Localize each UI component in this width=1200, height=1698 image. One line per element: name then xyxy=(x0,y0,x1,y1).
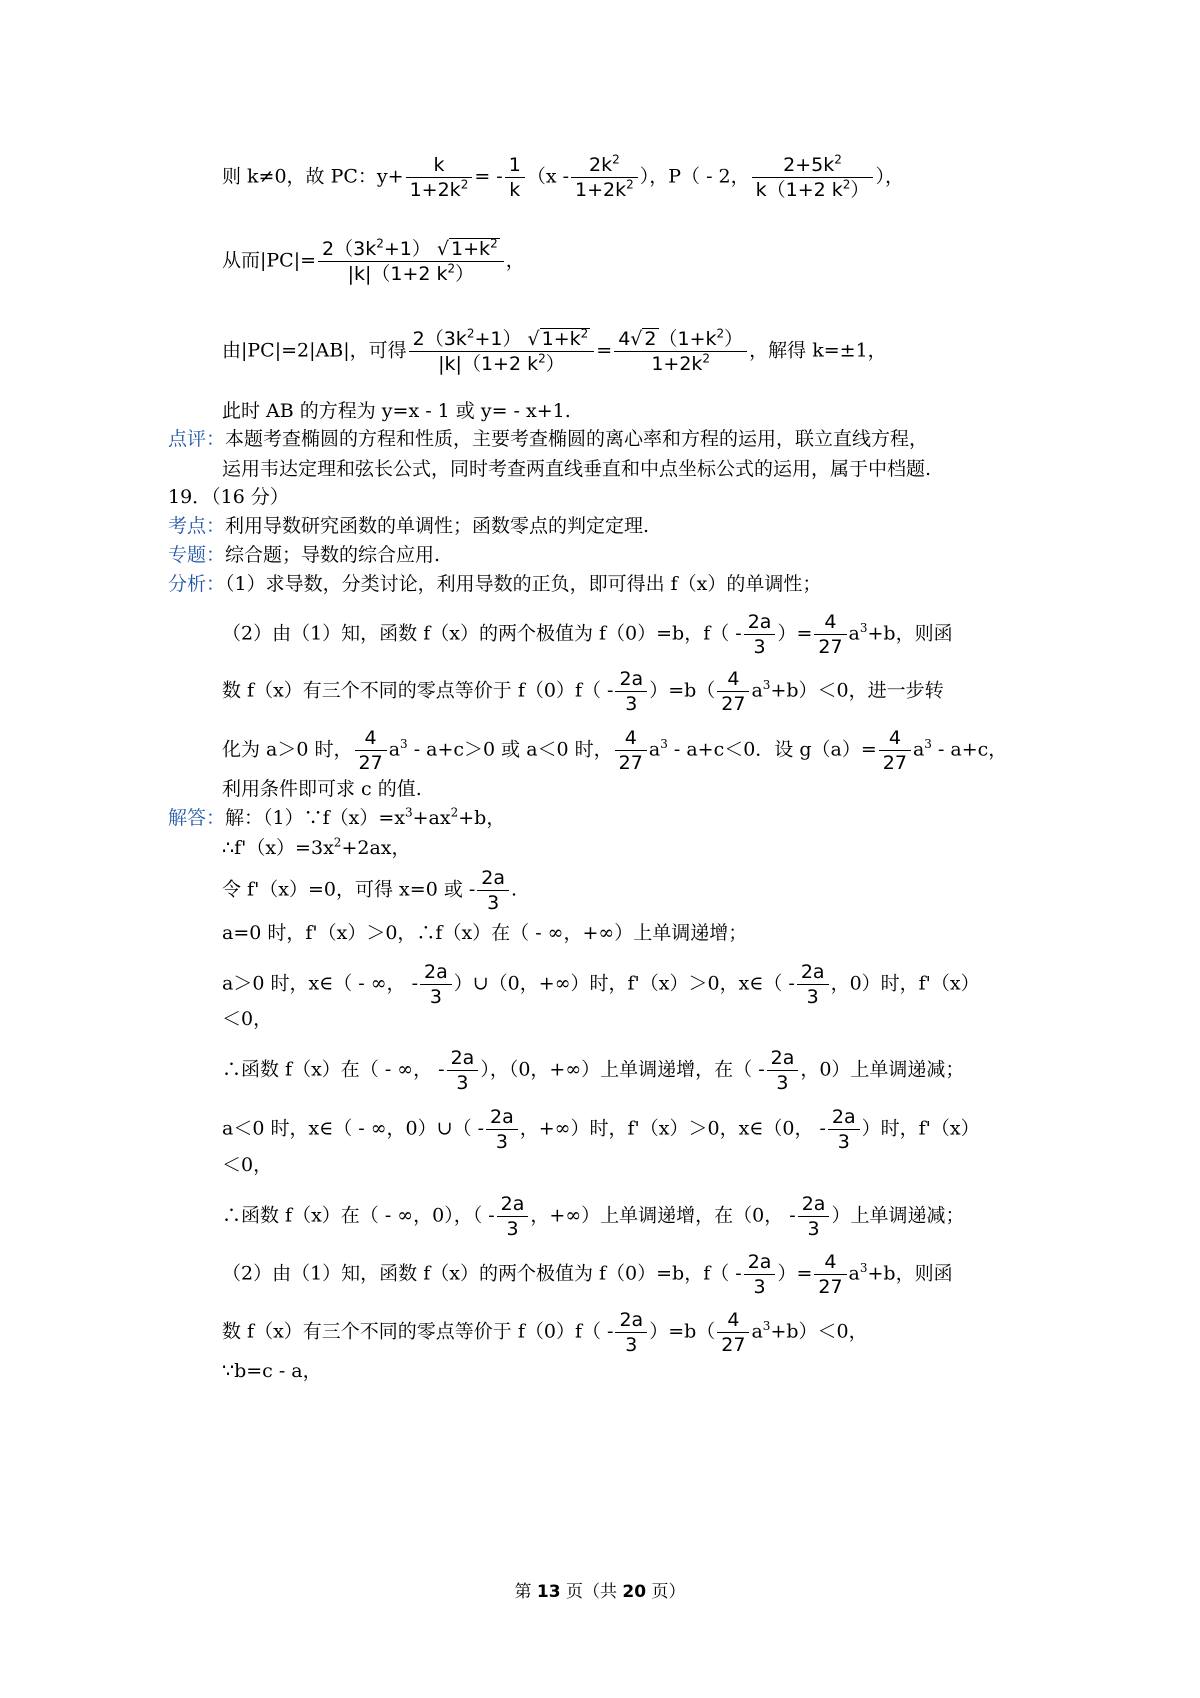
denominator: k（1+2 $k^2$） xyxy=(755,177,870,201)
fraction: $\frac{2a}{3}$ xyxy=(497,1192,529,1241)
fenxi-line-1 xyxy=(168,571,821,597)
comment-line-2: 运用韦达定理和弦长公式，同时考查两直线垂直和中点坐标公式的运用，属于中档题. xyxy=(222,458,932,480)
fenxi-line-5: 利用条件即可求 c 的值. xyxy=(222,778,422,800)
fraction: $\frac{2a}{3}$ xyxy=(420,960,452,1009)
fraction: $\frac{2a}{3}$ xyxy=(486,1105,518,1154)
comment-line-1 xyxy=(168,426,928,452)
eq-line-pc xyxy=(222,153,904,202)
comment-label: 点评： xyxy=(168,428,226,450)
kaodian-line xyxy=(168,513,649,539)
fraction: $\frac{2a}{3}$ xyxy=(477,866,509,915)
jieda-line-11: （2）由（1）知，函数 f（x）的两个极值为 f（0）=b，f（ - $\frac{2a}{3}$ ）= $\frac{4}{27}$ $a^3+b$，则函 xyxy=(222,1251,953,1298)
fenxi-line-3: 数 f（x）有三个不同的零点等价于 f（0）f（ - $\frac{2a}{3}$ ）=b（ $\frac{4}{27}$ $a^3+b)<0$，进一步转 xyxy=(222,668,944,715)
fraction xyxy=(505,153,525,202)
fraction xyxy=(318,237,504,286)
fraction: $\frac{4}{27}$ xyxy=(814,610,846,659)
sqrt: 2 xyxy=(644,328,657,350)
zhuanti-line xyxy=(168,542,440,568)
fraction xyxy=(406,153,473,202)
sqrt: $1+k^2$ xyxy=(451,236,498,260)
sqrt: $1+k^2$ xyxy=(541,326,589,350)
text: （1）求导数，分类讨论，利用导数的正负，即可得出 f（x）的单调性； xyxy=(225,573,822,595)
jieda-label: 解答： xyxy=(168,807,226,829)
text: 从而|PC|= xyxy=(222,249,317,272)
jieda-line-1: 解答：解：$(1)\because f(x)=x^3+ax^2+b$， xyxy=(168,805,506,829)
jieda-line-8: a＜0 时，x∈（ - ∞，0）∪（ - $\frac{2a}{3}$ ，+∞）时，f'（x）＞0，x∈（0， - $\frac{2a}{3}$ ）时，f'（x） xyxy=(222,1106,980,1153)
numerator: $2k^2$ xyxy=(571,153,638,178)
text: 由|PC|=2|AB|，可得 xyxy=(222,339,407,362)
jieda-line-3: 令 f'（x）=0，可得 x=0 或 - $\frac{2a}{3}$ . xyxy=(222,867,518,914)
numerator: $2(3k^2+1)$ √ $1+k^2$ xyxy=(409,327,595,352)
fraction: $\frac{2a}{3}$ xyxy=(797,960,829,1009)
fraction xyxy=(752,153,874,202)
text: （x - xyxy=(526,165,569,188)
fenxi-line-2: （2）由（1）知，函数 f（x）的两个极值为 f（0）=b，f（ - $\frac{2a}{3}$ ）= $\frac{4}{27}$ $a^3+b$，则函 xyxy=(222,611,953,658)
fraction: $\frac{4}{27}$ xyxy=(879,726,911,775)
fraction: $\frac{2a}{3}$ xyxy=(744,1250,776,1299)
text: ，解得 k=±1， xyxy=(749,339,887,362)
denominator: |k|（1+2 $k^2$） xyxy=(438,351,565,375)
fraction xyxy=(571,153,638,202)
jieda-line-2: $\therefore f'(x)=3x^2+2ax$， xyxy=(222,835,411,859)
jieda-line-4: a=0 时，f'（x）＞0，∴f（x）在（ - ∞，+∞）上单调递增； xyxy=(222,922,748,944)
denominator: $1+2k^2$ xyxy=(651,351,711,375)
fraction: $\frac{4}{27}$ xyxy=(717,667,749,716)
fraction: $\frac{2a}{3}$ xyxy=(615,667,647,716)
denominator: |k|（1+2 $k^2$） xyxy=(347,261,475,285)
jieda-line-12: 数 f（x）有三个不同的零点等价于 f（0）f（ - $\frac{2a}{3}$ ）=b（ $\frac{4}{27}$ $a^3+b)<0$， xyxy=(222,1309,868,1356)
jieda-line-10: ∴函数 f（x）在（ - ∞，0），（ - $\frac{2a}{3}$ ，+∞）上单调递增，在（0， - $\frac{2a}{3}$ ）上单调递减； xyxy=(222,1193,965,1240)
numerator: 4√ 2 $(1+k^2)$ xyxy=(614,327,747,352)
zhuanti-label: 专题： xyxy=(168,544,226,566)
text: 则 k≠0，故 PC：y+ xyxy=(222,165,404,188)
jieda-line-13: ∵b=c - a， xyxy=(222,1360,322,1382)
page-footer: 第 13 页（共 20 页） xyxy=(514,1582,686,1602)
question-19-heading: 19．（16 分） xyxy=(168,486,289,508)
text: ， xyxy=(505,249,525,272)
fraction: $\frac{2a}{3}$ xyxy=(828,1105,860,1154)
fenxi-line-4: 化为 a＞0 时， $\frac{4}{27}$ $a^3 - a+c>0$ 或 a＜0 时， $\frac{4}{27}$ $a^3 - a+c<0$．设 g（a）= $\frac{4}{27}$ $a^3 - a+c$， xyxy=(222,727,1008,774)
page-number: 13 xyxy=(536,1582,561,1602)
fraction xyxy=(614,327,747,376)
eq-line-abs-pc xyxy=(222,237,525,286)
kaodian-label: 考点： xyxy=(168,515,226,537)
fraction: $\frac{4}{27}$ xyxy=(355,726,387,775)
jieda-line-7: ∴函数 f（x）在（ - ∞， - $\frac{2a}{3}$ ），（0，+∞）上单调递增，在（ - $\frac{2a}{3}$ ，0）上单调递减； xyxy=(222,1047,965,1094)
fraction: $\frac{2a}{3}$ xyxy=(615,1308,647,1357)
denominator: k xyxy=(509,179,521,201)
text: ），P（ - 2， xyxy=(639,165,750,188)
text: 综合题；导数的综合应用. xyxy=(225,544,441,566)
fraction: $\frac{2a}{3}$ xyxy=(767,1046,799,1095)
jieda-line-5: a＞0 时，x∈（ - ∞， - $\frac{2a}{3}$ ）∪（0，+∞）时，f'（x）＞0，x∈（ - $\frac{2a}{3}$ ，0）时，f'（x） xyxy=(222,961,980,1008)
fraction: $\frac{2a}{3}$ xyxy=(798,1192,830,1241)
fraction xyxy=(409,327,595,376)
numerator: $2+5k^2$ xyxy=(752,153,874,178)
jieda-line-6: ＜0， xyxy=(222,1008,273,1030)
text: 本题考查椭圆的方程和性质，主要考查椭圆的离心率和方程的运用，联立直线方程， xyxy=(225,428,929,450)
numerator: k xyxy=(406,153,473,178)
text: ）， xyxy=(875,165,904,188)
denominator: $1+2k^2$ xyxy=(575,177,634,201)
text: 利用导数研究函数的单调性；函数零点的判定定理. xyxy=(225,515,650,537)
fraction: $\frac{2a}{3}$ xyxy=(447,1046,479,1095)
fraction: $\frac{4}{27}$ xyxy=(615,726,647,775)
fraction: $\frac{2a}{3}$ xyxy=(744,610,776,659)
page-total: 20 xyxy=(622,1582,647,1602)
text: = xyxy=(596,339,613,362)
denominator: $1+2k^2$ xyxy=(409,177,469,201)
text: = - xyxy=(474,165,503,188)
numerator: $2(3k^2+1)$ √ $1+k^2$ xyxy=(318,237,504,262)
fraction: $\frac{4}{27}$ xyxy=(717,1308,749,1357)
jieda-line-9: ＜0， xyxy=(222,1154,273,1176)
numerator: 1 xyxy=(505,153,525,178)
fraction: $\frac{4}{27}$ xyxy=(814,1250,846,1299)
eq-line-solve-k xyxy=(222,327,887,376)
fenxi-label: 分析： xyxy=(168,573,226,595)
ab-equation: 此时 AB 的方程为 y=x - 1 或 y= - x+1. xyxy=(222,400,571,422)
